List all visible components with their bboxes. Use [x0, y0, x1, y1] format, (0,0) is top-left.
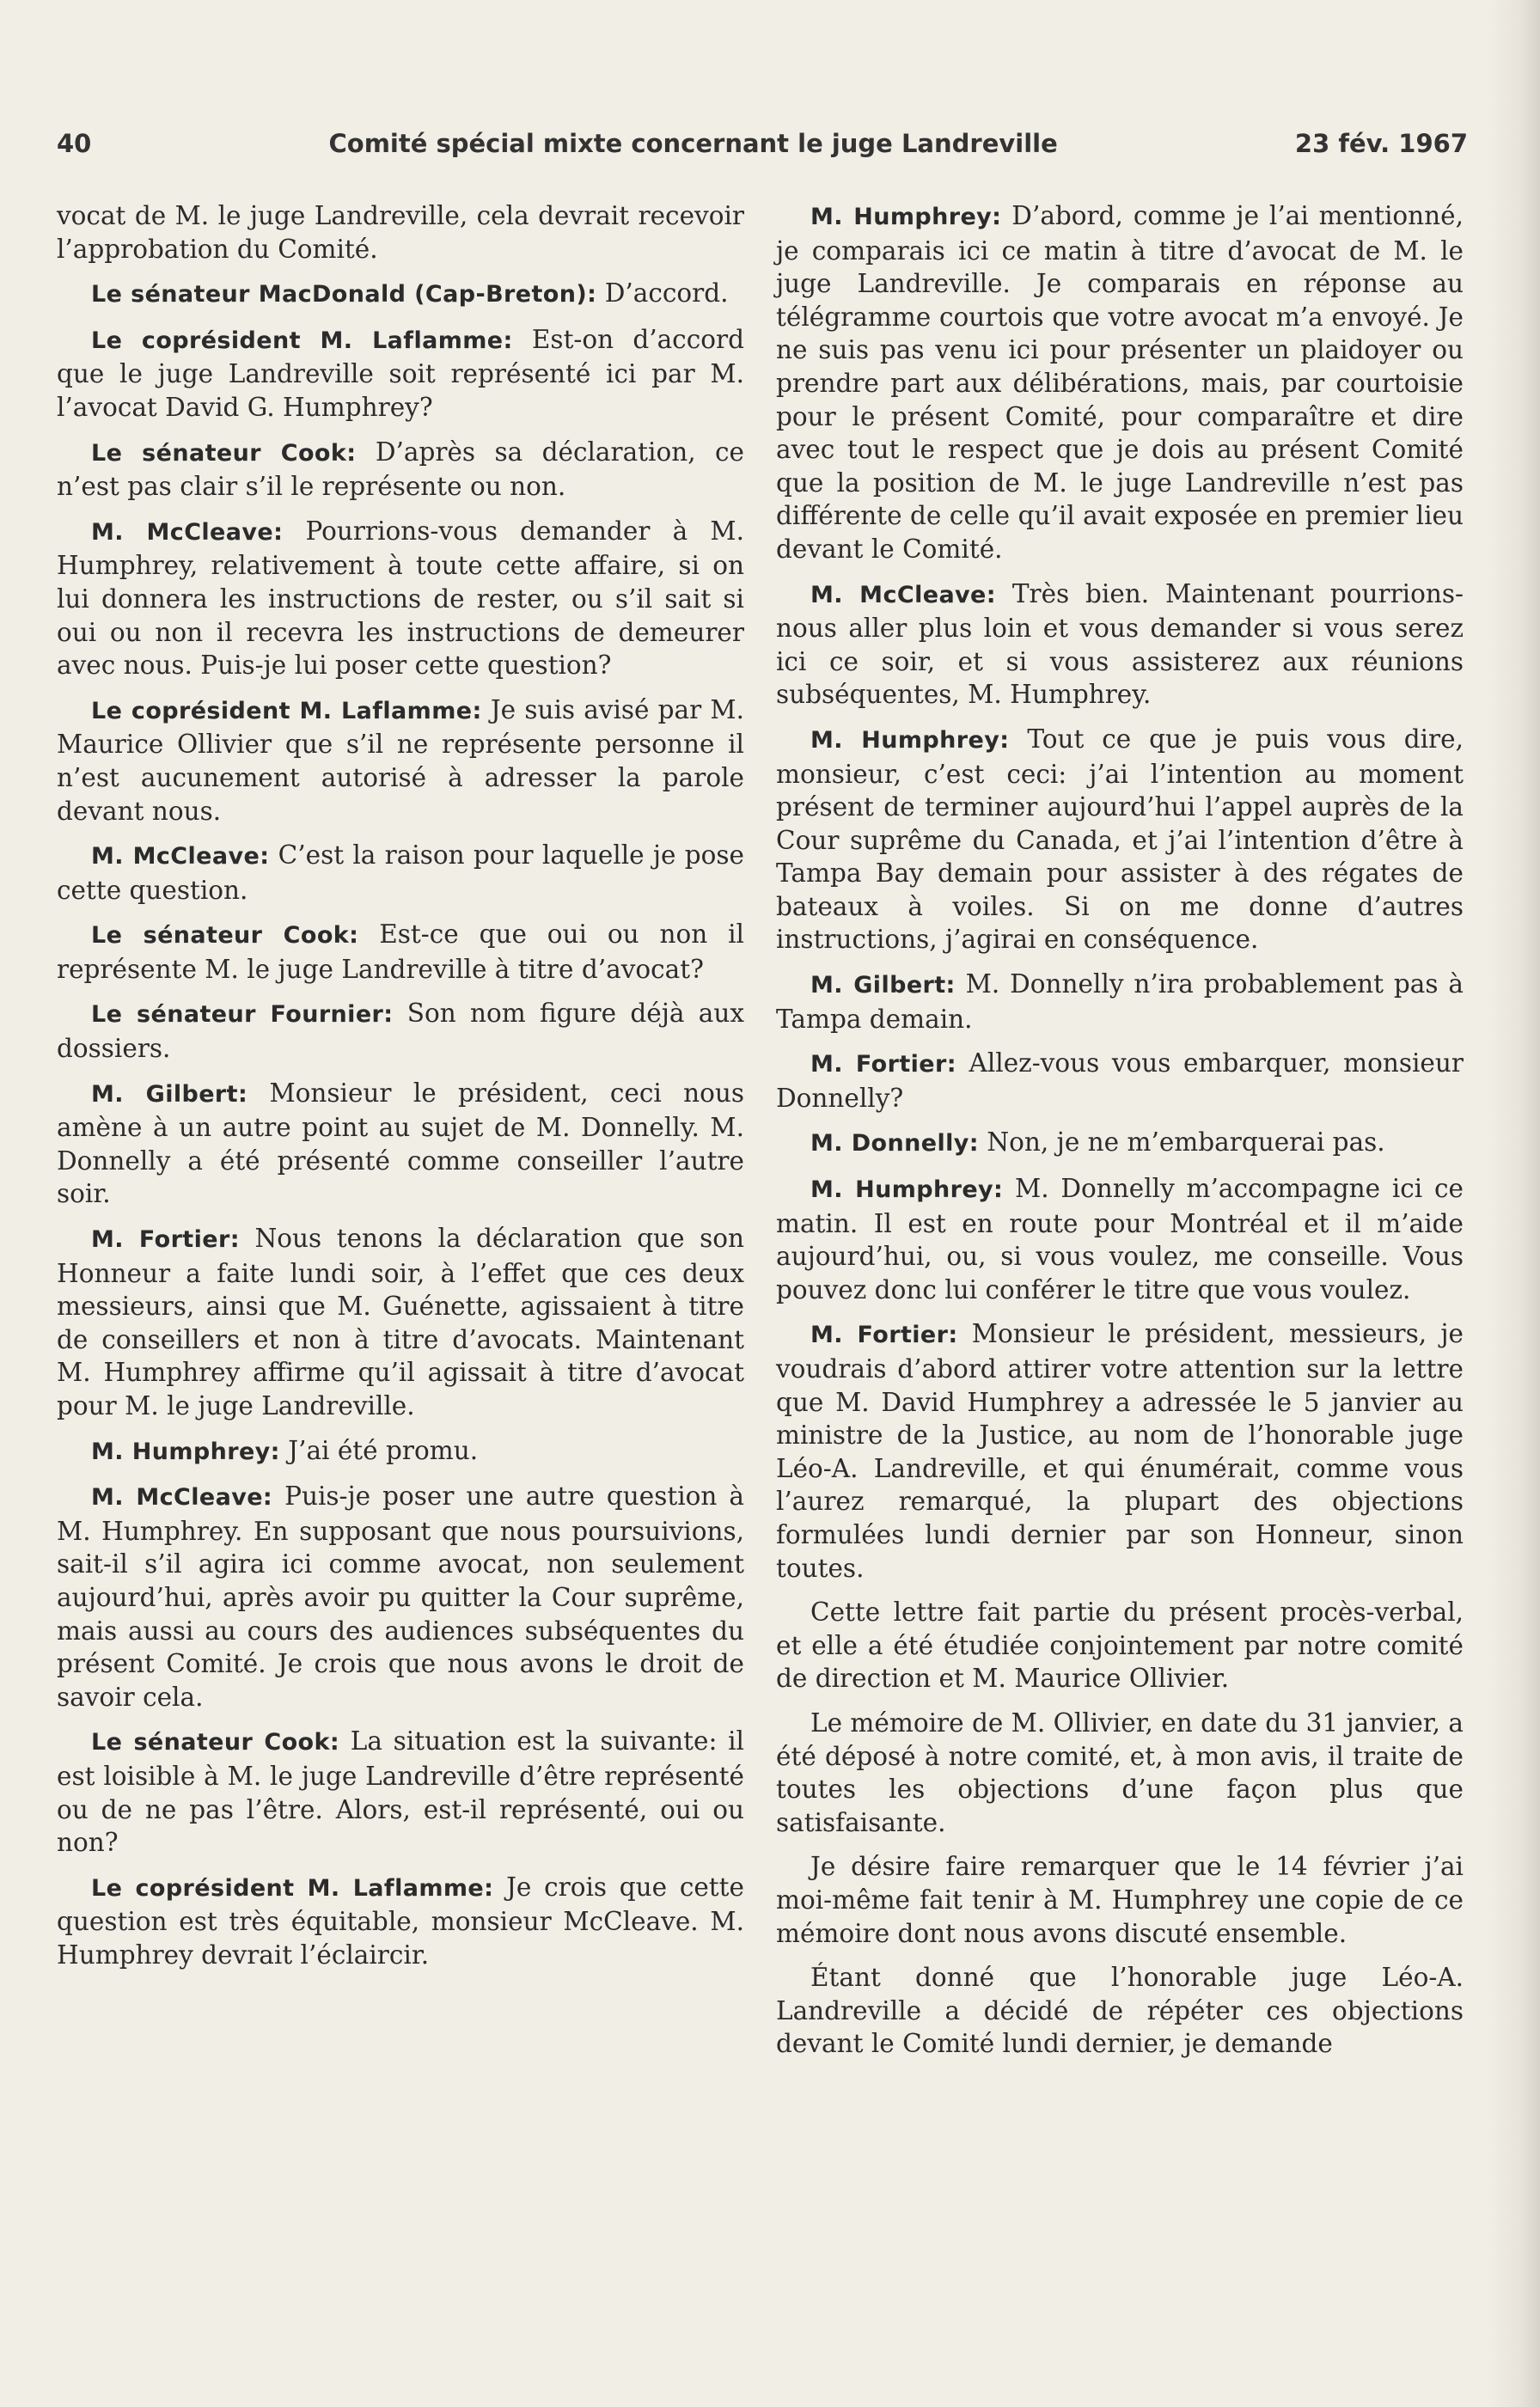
- speaker-name: M. Fortier:: [810, 1051, 956, 1078]
- speaker-name: Le coprésident M. Laflamme:: [91, 327, 513, 354]
- transcript-paragraph: [57, 1222, 744, 1423]
- transcript-paragraph: [57, 199, 744, 266]
- paragraph-text: Est-ce que oui ou non il représente M. le juge Landreville à titre d’avocat?: [57, 919, 744, 984]
- paragraph-text: Nous tenons la déclaration que son Honneur a faite lundi soir, à l’effet que ces deux messieurs, ainsi que M. Guénette, agissaient à titre de conseillers et non à titre d’avocats. Maintenant M. Humphrey affirme qu’il agissait à titre d’avocat pour M. le juge Landreville.: [57, 1224, 744, 1420]
- transcript-paragraph: [776, 1047, 1464, 1115]
- paragraph-text: Est-on d’accord que le juge Landreville soit représenté ici par M. l’avocat David G. Humphrey?: [57, 324, 744, 422]
- transcript-paragraph: [57, 1434, 744, 1469]
- speaker-name: Le coprésident M. Laflamme:: [91, 1874, 494, 1902]
- speaker-name: M. Fortier:: [91, 1226, 240, 1254]
- page-header-date: 23 fév. 1967: [1294, 129, 1468, 158]
- paragraph-text: vocat de M. le juge Landreville, cela devrait recevoir l’approbation du Comité.: [57, 201, 744, 264]
- transcript-paragraph: [57, 515, 744, 682]
- transcript-paragraph: [57, 436, 744, 504]
- right-column: [776, 199, 1464, 2072]
- transcript-paragraph: [57, 1725, 744, 1859]
- transcript-paragraph: [776, 199, 1464, 566]
- paragraph-text: J’ai été promu.: [288, 1435, 479, 1465]
- speaker-name: Le sénateur Fournier:: [91, 1001, 394, 1029]
- left-column: [57, 199, 744, 1983]
- speaker-name: M. McCleave:: [91, 1484, 273, 1512]
- speaker-name: M. McCleave:: [91, 843, 270, 871]
- paragraph-text: Je crois que cette question est très équitable, monsieur McCleave. M. Humphrey devrait l’éclaircir.: [57, 1872, 744, 1970]
- paragraph-text: M. Donnelly n’ira probablement pas à Tampa demain.: [776, 969, 1464, 1034]
- paragraph-text: Allez-vous vous embarquer, monsieur Donnelly?: [776, 1048, 1464, 1113]
- transcript-paragraph: [57, 277, 744, 312]
- paragraph-text: Monsieur le président, ceci nous amène à un autre point au sujet de M. Donnelly. M. Donnelly a été présenté comme conseiller l’autre soir.: [57, 1078, 744, 1209]
- speaker-name: M. McCleave:: [91, 518, 284, 546]
- paragraph-text: Tout ce que je puis vous dire, monsieur, c’est ceci: j’ai l’intention au moment présent de terminer aujourd’hui l’appel auprès de la Cour suprême du Canada, et j’ai l’intention d’être à Tampa Bay demain pour assister à des régates de bateaux à voiles. Si on me donne d’autres instructions, j’agirai en conséquence.: [776, 724, 1464, 955]
- paragraph-text: D’après sa déclaration, ce n’est pas clair s’il le représente ou non.: [57, 437, 744, 502]
- paragraph-text: Je désire faire remarquer que le 14 février j’ai moi-même fait tenir à M. Humphrey une copie de ce mémoire dont nous avons discuté ensemble.: [776, 1852, 1464, 1948]
- speaker-name: Le sénateur Cook:: [91, 922, 359, 950]
- paragraph-text: Pourrions-vous demander à M. Humphrey, relativement à toute cette affaire, si on lui donnera les instructions de rester, ou s’il sait si oui ou non il recevra les instructions de demeurer avec nous. Puis-je lui poser cette question?: [57, 516, 744, 681]
- transcript-paragraph: [57, 918, 744, 986]
- paragraph-text: Son nom figure déjà aux dossiers.: [57, 999, 744, 1064]
- transcript-paragraph: [57, 839, 744, 907]
- paragraph-text: Monsieur le président, messieurs, je voudrais d’abord attirer votre attention sur la lettre que M. David Humphrey a adressée le 5 janvier au ministre de la Justice, au nom de l’honorable juge Léo-A. Landreville, et qui énumérait, comme vous l’aurez remarqué, la plupart des objections formulées lundi dernier par son Honneur, sinon toutes.: [776, 1319, 1464, 1583]
- speaker-name: M. Humphrey:: [810, 726, 1010, 754]
- transcript-paragraph: [776, 1707, 1464, 1839]
- transcript-paragraph: [776, 1850, 1464, 1950]
- paragraph-text: Étant donné que l’honorable juge Léo-A. Landreville a décidé de répéter ces objections devant le Comité lundi dernier, je demande: [776, 1963, 1464, 2059]
- speaker-name: M. Humphrey:: [810, 204, 1002, 230]
- transcript-paragraph: [776, 968, 1464, 1035]
- transcript-paragraph: [776, 1126, 1464, 1161]
- paragraph-text: Le mémoire de M. Ollivier, en date du 31 janvier, a été déposé à notre comité, et, à mon avis, il traite de toutes les objections d’une façon plus que satisfaisante.: [776, 1708, 1464, 1837]
- paragraph-text: Je suis avisé par M. Maurice Ollivier que s’il ne représente personne il n’est aucunement autorisé à adresser la parole devant nous.: [57, 694, 744, 826]
- transcript-paragraph: [57, 1871, 744, 1972]
- transcript-paragraph: [57, 323, 744, 425]
- transcript-paragraph: [57, 1077, 744, 1211]
- transcript-paragraph: [776, 577, 1464, 712]
- speaker-name: M. Donnelly:: [810, 1130, 979, 1158]
- transcript-paragraph: [776, 1596, 1464, 1695]
- transcript-paragraph: [776, 1961, 1464, 2061]
- speaker-name: Le sénateur Cook:: [91, 1729, 340, 1756]
- paragraph-text: Puis-je poser une autre question à M. Humphrey. En supposant que nous poursuivions, sait-il s’il agira ici comme avocat, non seulement aujourd’hui, après avoir pu quitter la Cour suprême, mais aussi au cours des audiences subséquentes du présent Comité. Je crois que nous avons le droit de savoir cela.: [57, 1481, 744, 1712]
- speaker-name: M. Fortier:: [810, 1322, 958, 1349]
- speaker-name: M. Gilbert:: [91, 1080, 248, 1108]
- speaker-name: M. Humphrey:: [91, 1438, 280, 1465]
- speaker-name: Le coprésident M. Laflamme:: [91, 697, 482, 724]
- paragraph-text: D’accord.: [604, 278, 729, 309]
- transcript-paragraph: [57, 997, 744, 1065]
- speaker-name: M. McCleave:: [810, 581, 996, 608]
- paragraph-text: La situation est la suivante: il est loisible à M. le juge Landreville d’être représenté ou de ne pas l’être. Alors, est-il représenté, oui ou non?: [57, 1726, 744, 1858]
- paragraph-text: Non, je ne m’embarquerai pas.: [987, 1127, 1385, 1158]
- speaker-name: M. Gilbert:: [810, 972, 956, 999]
- paragraph-text: C’est la raison pour laquelle je pose cette question.: [57, 840, 744, 905]
- speaker-name: Le sénateur Cook:: [91, 439, 357, 467]
- transcript-paragraph: [776, 1317, 1464, 1585]
- page-binding-shadow: [1488, 0, 1540, 2407]
- paragraph-text: Cette lettre fait partie du présent procès-verbal, et elle a été étudiée conjointement par notre comité de direction et M. Maurice Ollivier.: [776, 1598, 1464, 1694]
- paragraph-text: D’abord, comme je l’ai mentionné, je comparais ici ce matin à titre d’avocat de M. le juge Landreville. Je comparais en réponse au télégramme courtois que votre avocat m’a envoyé. Je ne suis pas venu ici pour présenter un plaidoyer ou prendre part aux délibérations, mais, par courtoisie pour le présent Comité, pour comparaître et dire avec tout le respect que je dois au présent Comité que la position de M. le juge Landreville n’est pas différente de celle qu’il avait exposée en premier lieu devant le Comité.: [776, 201, 1464, 564]
- page-number: 40: [57, 129, 92, 158]
- speaker-name: Le sénateur MacDonald (Cap-Breton):: [91, 281, 597, 309]
- paragraph-text: M. Donnelly m’accompagne ici ce matin. Il est en route pour Montréal et il m’aide aujourd’hui, ou, si vous voulez, me conseille. Vous pouvez donc lui conférer le titre que vous voulez.: [776, 1174, 1464, 1304]
- running-head: [57, 129, 1468, 158]
- page-header-title: Comité spécial mixte concernant le juge Landreville: [328, 129, 1058, 158]
- transcript-paragraph: [776, 723, 1464, 956]
- paragraph-text: Très bien. Maintenant pourrions-nous aller plus loin et vous demander si vous serez ici ce soir, et si vous assisterez aux réunions subséquentes, M. Humphrey.: [776, 578, 1464, 710]
- transcript-paragraph: [776, 1172, 1464, 1306]
- transcript-paragraph: [57, 1480, 744, 1714]
- transcript-paragraph: [57, 693, 744, 828]
- speaker-name: M. Humphrey:: [810, 1176, 1004, 1204]
